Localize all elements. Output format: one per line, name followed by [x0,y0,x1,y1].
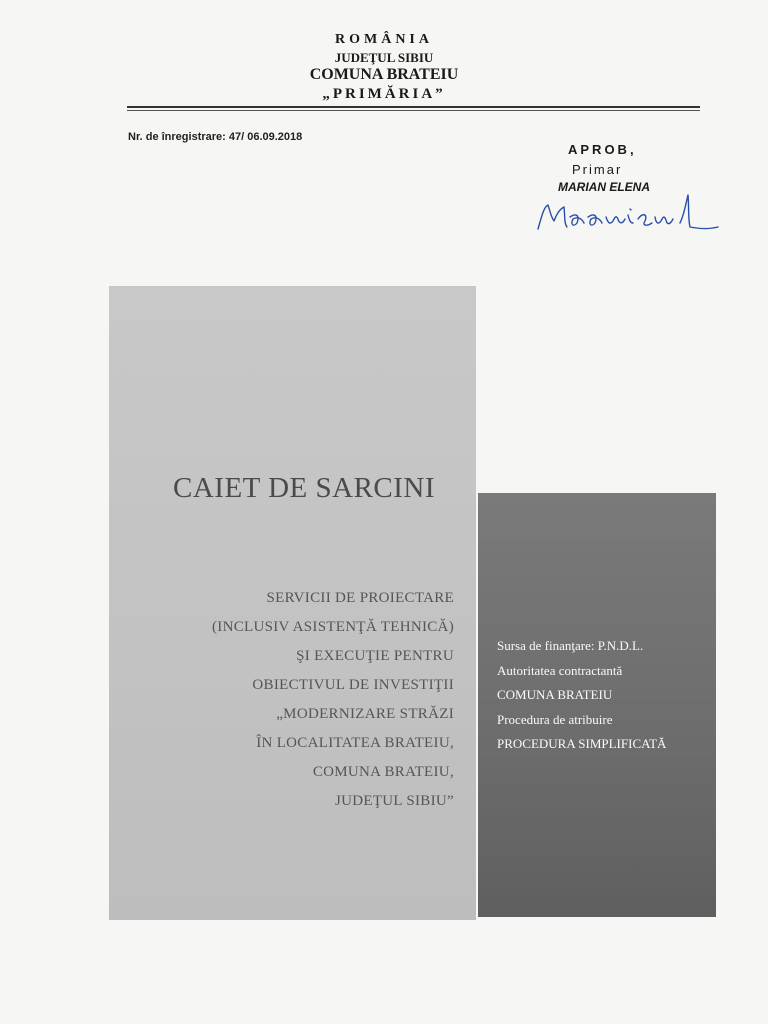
signature-image [530,185,720,240]
header-divider [127,106,700,108]
info-line: COMUNA BRATEIU [497,687,613,702]
procurement-info [497,634,666,757]
approval-role: Primar [572,162,623,177]
description-line: SERVICII DE PROIECTARE [266,590,454,606]
registration-number: Nr. de înregistrare: 47/ 06.09.2018 [128,131,303,143]
header-country: ROMÂNIA [335,32,433,47]
header-county: JUDEŢUL SIBIU [334,50,434,65]
header-commune: COMUNA BRATEIU [309,66,459,83]
description-line: COMUNA BRATEIU, [312,764,454,780]
description-line: ŞI EXECUŢIE PENTRU [296,648,454,664]
description-line: OBIECTIVUL DE INVESTIŢII [252,677,454,693]
description-line: „MODERNIZARE STRĂZI [276,706,454,722]
description-line: JUDEŢUL SIBIU” [334,793,454,809]
approval-name: MARIAN ELENA [558,180,650,194]
info-line: Sursa de finanţare: P.N.D.L. [497,638,644,653]
header-institution: „PRIMĂRIA” [322,86,446,102]
header-divider-thin [127,110,700,111]
info-line: PROCEDURA SIMPLIFICATĂ [497,736,667,751]
approval-label: APROB, [568,142,637,157]
project-description [190,584,454,816]
info-line: Autoritatea contractantă [497,662,623,678]
description-line: (INCLUSIV ASISTENŢĂ TEHNICĂ) [211,619,454,635]
document-title: CAIET DE SARCINI [173,472,436,504]
description-line: ÎN LOCALITATEA BRATEIU, [256,735,454,751]
info-line: Procedura de atribuire [497,711,613,727]
